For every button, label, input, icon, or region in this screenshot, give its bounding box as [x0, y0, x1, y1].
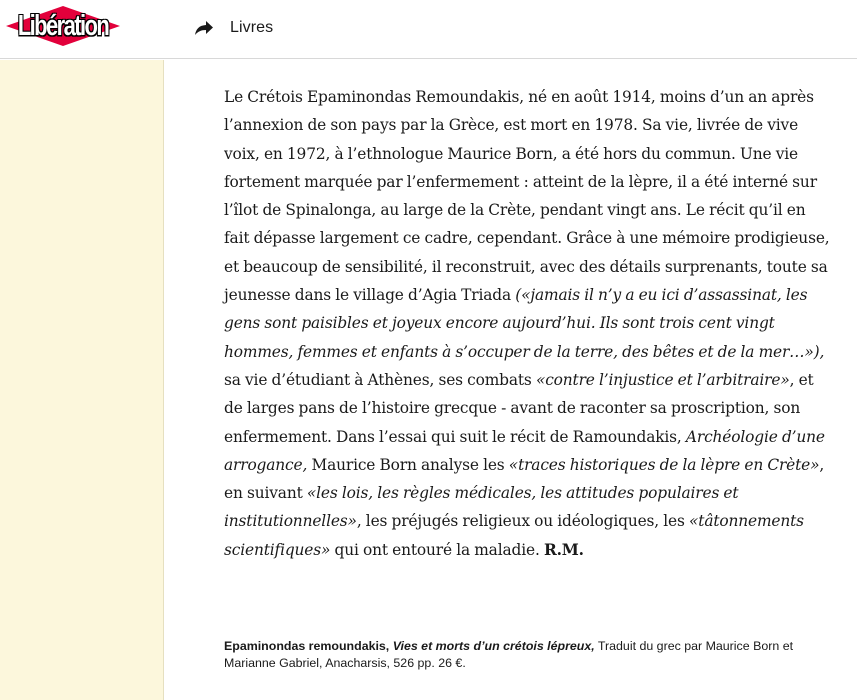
book-details: Traduit du grec par Maurice Born et Marianne Gabriel, Anacharsis, 526 pp. 26 €.: [224, 639, 794, 670]
logo-wordmark: Libération: [17, 9, 109, 42]
book-reference: [224, 638, 830, 672]
quote-segment: «contre l’injustice et l’arbitraire»: [535, 370, 790, 389]
essay-title: Archéologie d’une arrogance,: [224, 427, 825, 474]
share-arrow-icon: [194, 18, 214, 38]
quote-segment: «traces historiques de la lèpre en Crète»: [508, 455, 820, 474]
text-segment: Le Crétois Epaminondas Remoundakis, né en août 1914, moins d’un an après l’annexion de son pays par la Grèce, est mort en 1978. Sa vie, livrée de vive voix, en 1972, à l’ethnologue Maurice Born, a été hors du commun. Une vie fortement marquée par l’enfermement : atteint de la lèpre, il a été interné sur l’îlot de Spinalonga, au large de la Crète, pendant vingt ans. Le récit qu’il en fait dépasse largement ce cadre, cependant. Grâce à une mémoire prodigieuse, et beaucoup de sensibilité, il reconstruit, avec des détails surprenants, toute sa jeunesse dans le village d’Agia Triada: [224, 88, 830, 305]
left-sidebar: [0, 60, 164, 700]
text-segment: , et de larges pans de l’histoire grecque - avant de raconter sa proscription, son enfermement. Dans l’essai qui suit le récit de Ramoundakis,: [224, 370, 814, 446]
section-label: Livres: [230, 19, 274, 36]
article-paragraph: [224, 83, 830, 564]
author-signature: R.M.: [543, 540, 584, 559]
quote-segment: «les lois, les règles médicales, les attitudes populaires et institutionnelles»: [224, 484, 739, 531]
text-segment: , les préjugés religieux ou idéologiques, les: [356, 512, 690, 531]
text-segment: qui ont entouré la maladie.: [330, 540, 544, 559]
quote-segment: «tâtonnements scientifiques»: [224, 512, 804, 559]
article-body: [224, 83, 830, 564]
quote-segment: («jamais il n’y a eu ici d’assassinat, les gens sont paisibles et joyeux encore aujourd’hui. Ils sont trois cent vingt hommes, femmes et enfants à s’occuper de la terre, des bêtes et de la mer…»),: [224, 286, 825, 361]
liberation-logo[interactable]: [6, 6, 120, 46]
book-author: Epaminondas remoundakis,: [224, 639, 390, 653]
text-segment: Maurice Born analyse les: [307, 455, 509, 474]
site-header: [0, 0, 857, 59]
text-segment: , en suivant: [224, 455, 825, 503]
section-link-livres[interactable]: [194, 14, 273, 42]
book-title: Vies et morts d’un crétois lépreux,: [392, 639, 595, 653]
text-segment: sa vie d’étudiant à Athènes, ses combats: [224, 370, 536, 389]
